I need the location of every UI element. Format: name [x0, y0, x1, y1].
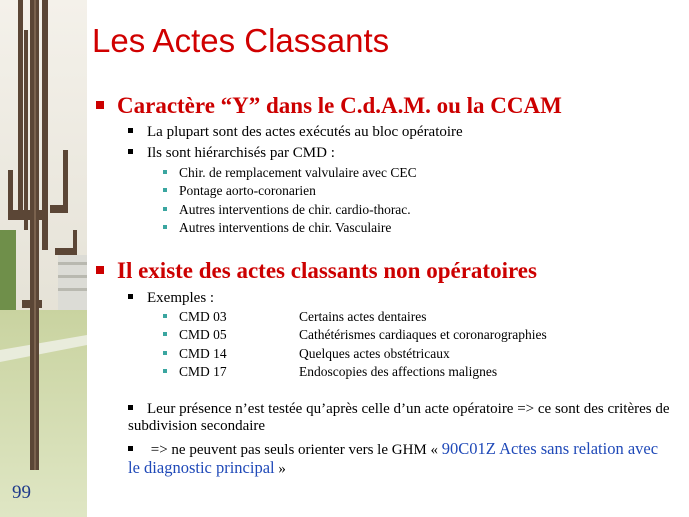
- square-bullet-icon: [96, 101, 104, 109]
- teal-bullet-icon: [163, 170, 167, 174]
- heading-text: Il existe des actes classants non opératoires: [117, 258, 537, 283]
- sub-bullet-text: Pontage aorto-coronarien: [179, 183, 316, 198]
- teal-bullet-icon: [163, 225, 167, 229]
- example-row: [163, 309, 426, 325]
- cmd-code: CMD 03: [179, 309, 227, 324]
- section-heading-2: [96, 258, 537, 284]
- slide-title: Les Actes Classants: [92, 22, 390, 59]
- example-row: [163, 364, 497, 380]
- bullet-icon: [128, 149, 133, 154]
- sub-bullet-item: [163, 202, 411, 218]
- teal-bullet-icon: [163, 314, 167, 318]
- sub-bullet-item: [163, 183, 316, 199]
- sculpture-photo: [0, 0, 87, 517]
- note-text: => ne peuvent pas seuls orienter vers le GHM «: [147, 442, 442, 458]
- teal-bullet-icon: [163, 369, 167, 373]
- note-paragraph-2: [128, 440, 673, 478]
- bullet-text: Ils sont hiérarchisés par CMD :: [147, 145, 335, 161]
- cmd-description: Cathétérismes cardiaques et coronarographies: [299, 327, 547, 342]
- square-bullet-icon: [96, 266, 104, 274]
- cmd-description: Certains actes dentaires: [299, 309, 427, 324]
- sidebar-photo: [0, 0, 87, 517]
- cmd-description: Quelques actes obstétricaux: [299, 346, 450, 361]
- sub-bullet-text: Chir. de remplacement valvulaire avec CEC: [179, 165, 417, 180]
- bullet-item: [128, 145, 335, 162]
- example-row: [163, 327, 547, 343]
- section-heading-1: [96, 93, 562, 119]
- cmd-code: CMD 05: [179, 327, 227, 342]
- example-row: [163, 346, 450, 362]
- slide-number: 99: [12, 482, 31, 503]
- cmd-code: CMD 14: [179, 346, 227, 361]
- bullet-icon: [128, 128, 133, 133]
- sub-bullet-item: [163, 165, 417, 181]
- note-text-end: »: [274, 461, 286, 477]
- teal-bullet-icon: [163, 207, 167, 211]
- bullet-text: Exemples :: [147, 290, 215, 306]
- bullet-item: [128, 290, 214, 307]
- bullet-icon: [128, 405, 133, 410]
- cmd-description: Endoscopies des affections malignes: [299, 364, 498, 379]
- note-paragraph-1: [128, 401, 673, 435]
- teal-bullet-icon: [163, 332, 167, 336]
- bullet-icon: [128, 294, 133, 299]
- sub-bullet-text: Autres interventions de chir. Vasculaire: [179, 220, 392, 235]
- heading-text: Caractère “Y” dans le C.d.A.M. ou la CCAM: [117, 93, 562, 118]
- bullet-item: [128, 124, 463, 141]
- ghm-highlight: 90C01Z Actes sans relation avec le diagnostic principal: [128, 439, 659, 477]
- teal-bullet-icon: [163, 188, 167, 192]
- sub-bullet-text: Autres interventions de chir. cardio-thorac.: [179, 202, 411, 217]
- note-text: Leur présence n’est testée qu’après celle d’un acte opératoire => ce sont des critères de subdivision secondaire: [128, 401, 670, 434]
- bullet-text: La plupart sont des actes exécutés au bloc opératoire: [147, 124, 463, 140]
- bullet-icon: [128, 446, 133, 451]
- cmd-code: CMD 17: [179, 364, 227, 379]
- teal-bullet-icon: [163, 351, 167, 355]
- sub-bullet-item: [163, 220, 391, 236]
